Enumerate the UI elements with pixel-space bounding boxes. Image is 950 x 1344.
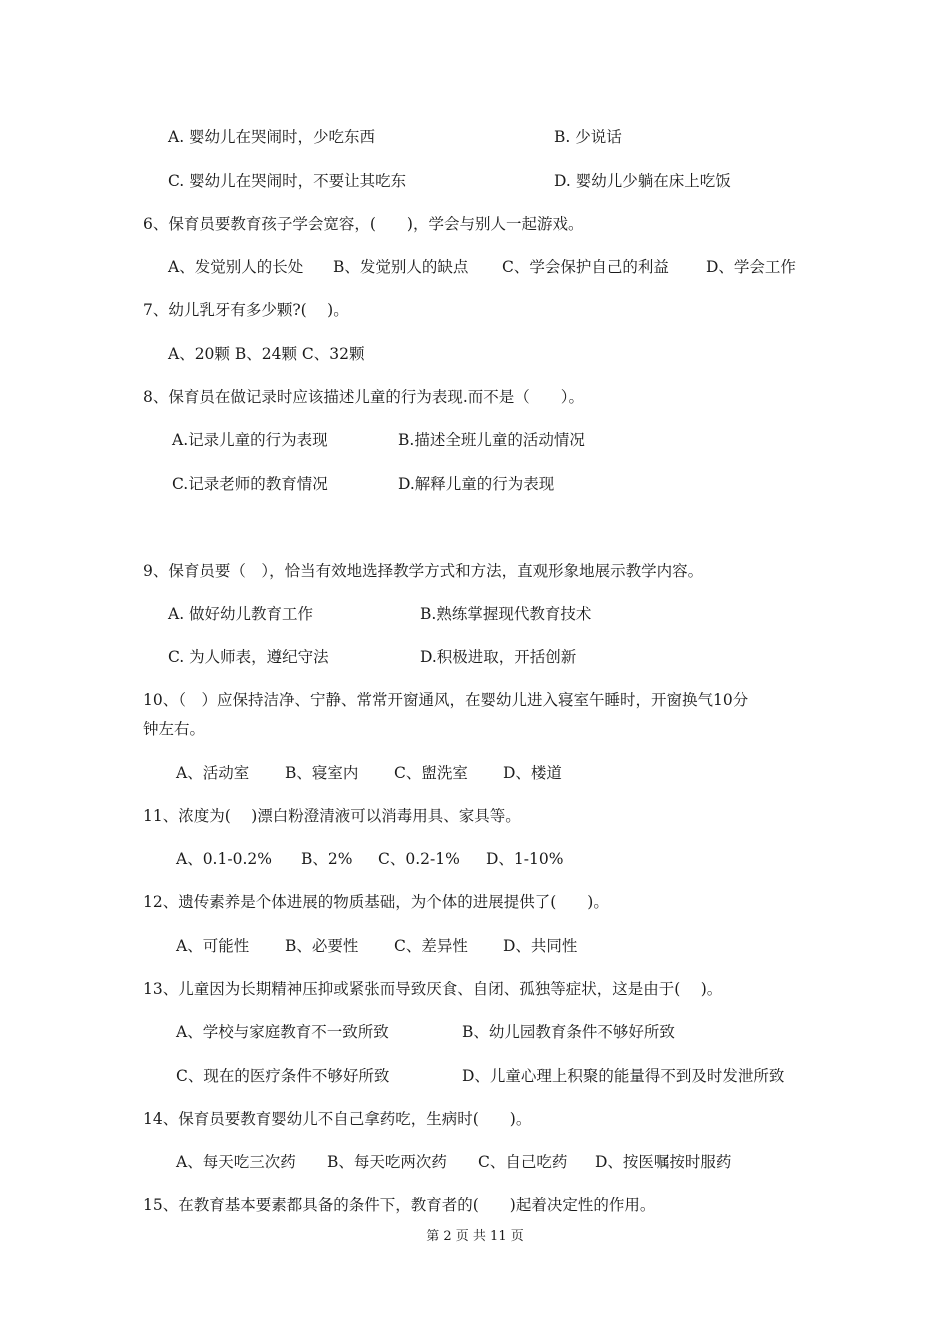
q5-option-b: B. 少说话 [554,128,622,146]
q12-option-d: D、共同性 [503,937,578,955]
q12-stem: 12、遗传素养是个体进展的物质基础，为个体的进展提供了( )。 [143,893,609,911]
q13-stem: 13、儿童因为长期精神压抑或紧张而导致厌食、自闭、孤独等症状，这是由于( )。 [143,980,723,998]
q10-option-a: A、活动室 [176,764,250,782]
q8-option-c: C.记录老师的教育情况 [172,475,328,493]
q14-option-d: D、按医嘱按时服药 [595,1153,732,1171]
q13-option-d: D、儿童心理上积聚的能量得不到及时发泄所致 [462,1067,785,1085]
q10-option-b: B、寝室内 [285,764,359,782]
q14-option-a: A、每天吃三次药 [176,1153,296,1171]
q13-option-c: C、现在的医疗条件不够好所致 [176,1067,390,1085]
q12-option-b: B、必要性 [285,937,359,955]
q11-option-d: D、1-10% [486,850,564,868]
q5-option-c: C. 婴幼儿在哭闹时，不要让其吃东 [168,172,407,190]
q14-option-c: C、自己吃药 [478,1153,568,1171]
q12-option-c: C、差异性 [394,937,468,955]
q7-stem: 7、幼儿乳牙有多少颗?( )。 [143,301,349,319]
q8-option-b: B.描述全班儿童的活动情况 [398,431,585,449]
q5-option-d: D. 婴幼儿少躺在床上吃饭 [554,172,731,190]
q8-option-a: A.记录儿童的行为表现 [172,431,328,449]
q6-option-d: D、学会工作 [706,258,796,276]
q13-option-a: A、学校与家庭教育不一致所致 [176,1023,389,1041]
q8-option-d: D.解释儿童的行为表现 [398,475,555,493]
q9-stem: 9、保育员要（ ），恰当有效地选择教学方式和方法，直观形象地展示教学内容。 [143,562,704,580]
q9-option-a: A. 做好幼儿教育工作 [168,605,314,623]
q11-option-b: B、2% [301,850,353,868]
q5-option-a: A. 婴幼儿在哭闹时，少吃东西 [168,128,376,146]
q7-options: A、20颗 B、24颗 C、32颗 [168,345,365,363]
q9-option-b: B.熟练掌握现代教育技术 [420,605,592,623]
q14-option-b: B、每天吃两次药 [327,1153,447,1171]
q11-option-c: C、0.2-1% [378,850,460,868]
q6-option-c: C、学会保护自己的利益 [502,258,669,276]
q11-option-a: A、0.1-0.2% [176,850,272,868]
q14-stem: 14、保育员要教育婴幼儿不自己拿药吃，生病时( )。 [143,1110,532,1128]
q12-option-a: A、可能性 [176,937,250,955]
q15-stem: 15、在教育基本要素都具备的条件下，教育者的( )起着决定性的作用。 [143,1196,656,1214]
q11-stem: 11、浓度为( )漂白粉澄清液可以消毒用具、家具等。 [143,807,521,825]
q8-stem: 8、保育员在做记录时应该描述儿童的行为表现.而不是（ ）。 [143,388,585,406]
q10-stem-line2: 钟左右。 [143,720,206,738]
q9-option-c: C. 为人师表，遵纪守法 [168,648,329,666]
q10-option-c: C、盥洗室 [394,764,468,782]
q9-option-d: D.积极进取，开括创新 [420,648,577,666]
q13-option-b: B、幼儿园教育条件不够好所致 [462,1023,675,1041]
page-footer: 第 2 页 共 11 页 [426,1229,524,1244]
q6-option-b: B、发觉别人的缺点 [333,258,469,276]
q6-option-a: A、发觉别人的长处 [168,258,304,276]
q10-option-d: D、楼道 [503,764,562,782]
q10-stem-line1: 10、（ ）应保持洁净、宁静、常常开窗通风，在婴幼儿进入寝室午睡时，开窗换气10分 [143,691,749,709]
q6-stem: 6、保育员要教育孩子学会宽容，( )，学会与别人一起游戏。 [143,215,584,233]
